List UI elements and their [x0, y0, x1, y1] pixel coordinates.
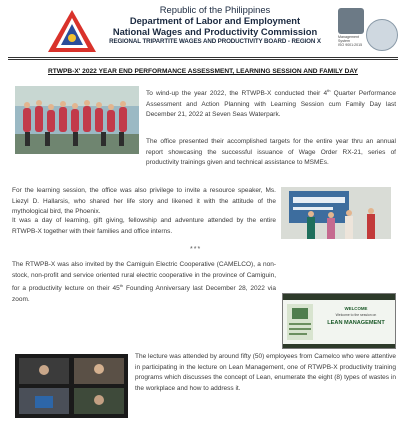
paragraph-lecture-attendance: The lecture was attended by around fifty (50) employees from Camelco who were attentive in participating in the lecture on Lean Management, one of RTWPB-X productivity training programs which discusses the concept of Lean, enumerate the eight (8) types of wastes in the workplace and how to address it. — [135, 353, 396, 392]
slide-subtitle: Welcome to the session on — [335, 313, 377, 317]
dole-logo — [46, 8, 98, 54]
paragraph-camelco-invitation: The RTWPB-X was also invited by the Camiguin Electric Cooperative (CAMELCO), a non-stock, non-profit and service oriented rural electric cooperative in the province of Camiguin, for a productivity lecture on their 45th Founding Anniversary last December 28, 2022 via zoom. — [12, 261, 276, 303]
paragraph-family-day: It was a day of learning, gift giving, fellowship and adventure attended by the entire RTWPB-X together with their families and office interns. — [12, 217, 276, 235]
header-commission: National Wages and Productivity Commission — [112, 26, 318, 37]
letterhead — [100, 4, 330, 46]
header-divider-2 — [8, 59, 398, 60]
iso-mark-icon — [338, 8, 364, 34]
slide-topic: LEAN MANAGEMENT — [327, 320, 385, 326]
paragraph-learning-session: For the learning session, the office was also privilege to invite a resource speaker, Ms. Liezyl D. Hallarsis, who shared her life story and likened it with the attitude of the mythological bird, the Phoenix. — [12, 187, 276, 216]
group-photo — [15, 86, 139, 154]
iso-certification-badge — [338, 8, 364, 50]
article-title: RTWPB-X' 2022 YEAR END PERFORMANCE ASSESSMENT, LEARNING SESSION AND FAMILY DAY — [48, 68, 358, 75]
header-divider — [8, 57, 398, 58]
section-separator: *** — [190, 246, 202, 253]
slide-welcome: WELCOME — [344, 306, 368, 311]
iso-badge-text: Management System ISO 9001:2015 — [338, 35, 363, 47]
header-department: Department of Labor and Employment — [129, 15, 301, 26]
zoom-gallery-screenshot — [15, 354, 128, 418]
certification-seal-icon — [366, 19, 398, 51]
header-republic: Republic of the Philippines — [159, 4, 271, 15]
speaker-photo — [281, 187, 391, 239]
paragraph-wind-up: To wind-up the year 2022, the RTWPB-X conducted their 4th Quarter Performance Assessment and Action Planning with Learning Session cum Family Day last December 21, 2022 at Seven Seas Waterpark. — [146, 88, 396, 119]
paragraph-accomplishments: The office presented their accomplished targets for the entire year thru an annual report showcasing the successful issuance of Wage Order RX-21, series of productivity trainings given and technical assistance to MSMEs. — [146, 138, 396, 167]
header-board: REGIONAL TRIPARTITE WAGES AND PRODUCTIVITY BOARD - REGION X — [109, 38, 321, 45]
zoom-slide-screenshot — [282, 293, 396, 349]
